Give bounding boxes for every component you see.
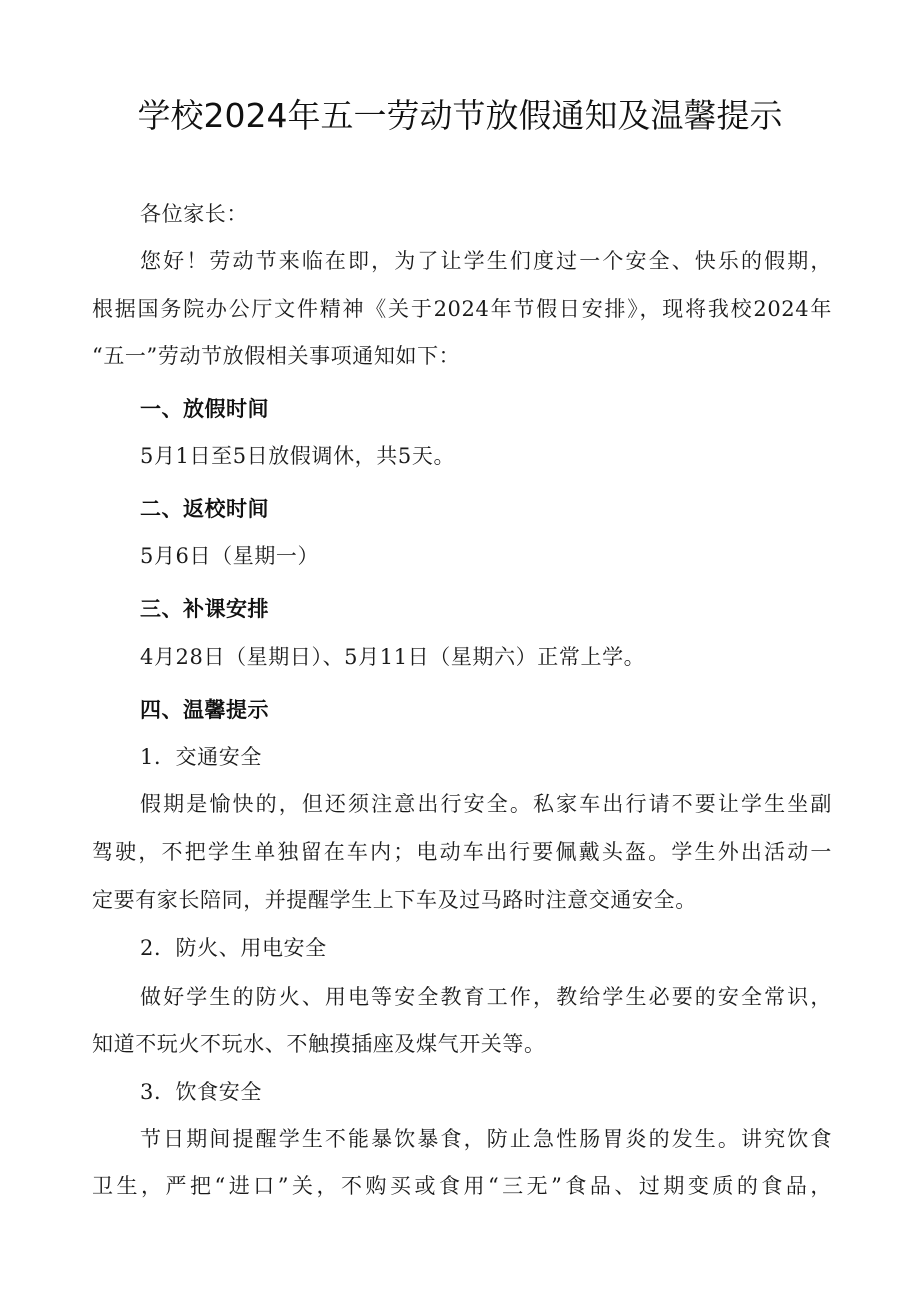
tip-fire-line-2: 知道不玩火不玩水、不触摸插座及煤气开关等。 <box>92 1032 546 1056</box>
section-heading-makeup-classes: 三、补课安排 <box>140 597 269 621</box>
section-heading-tips: 四、温馨提示 <box>140 698 269 722</box>
section-text-return-time: 5月6日（星期一） <box>140 544 320 568</box>
tip-heading-traffic-safety: 1．交通安全 <box>140 745 262 769</box>
intro-line-2: 根据国务院办公厅文件精神《关于2024年节假日安排》，现将我校2024年 <box>92 297 832 321</box>
tip-traffic-line-1: 假期是愉快的，但还须注意出行安全。私家车出行请不要让学生坐副 <box>140 792 832 816</box>
tip-traffic-line-3: 定要有家长陪同，并提醒学生上下车及过马路时注意交通安全。 <box>92 888 697 912</box>
section-text-holiday-time: 5月1日至5日放假调休，共5天。 <box>140 444 456 468</box>
tip-fire-line-1: 做好学生的防火、用电等安全教育工作，教给学生必要的安全常识， <box>140 985 832 1009</box>
section-heading-return-time: 二、返校时间 <box>140 497 269 521</box>
tip-food-line-1: 节日期间提醒学生不能暴饮暴食，防止急性肠胃炎的发生。讲究饮食 <box>140 1127 832 1151</box>
tip-heading-fire-electric-safety: 2．防火、用电安全 <box>140 936 327 960</box>
tip-heading-food-safety: 3．饮食安全 <box>140 1080 262 1104</box>
intro-line-3: “五一”劳动节放假相关事项通知如下： <box>92 344 461 368</box>
section-text-makeup-classes: 4月28日（星期日）、5月11日（星期六）正常上学。 <box>140 645 646 669</box>
tip-traffic-line-2: 驾驶，不把学生单独留在车内；电动车出行要佩戴头盔。学生外出活动一 <box>92 840 832 864</box>
section-heading-holiday-time: 一、放假时间 <box>140 397 269 421</box>
intro-line-1: 您好！劳动节来临在即，为了让学生们度过一个安全、快乐的假期， <box>140 249 832 273</box>
document-title: 学校2024年五一劳动节放假通知及温馨提示 <box>137 96 783 135</box>
tip-food-line-2: 卫生，严把“进口”关，不购买或食用“三无”食品、过期变质的食品， <box>92 1174 832 1198</box>
greeting: 各位家长： <box>140 202 248 226</box>
